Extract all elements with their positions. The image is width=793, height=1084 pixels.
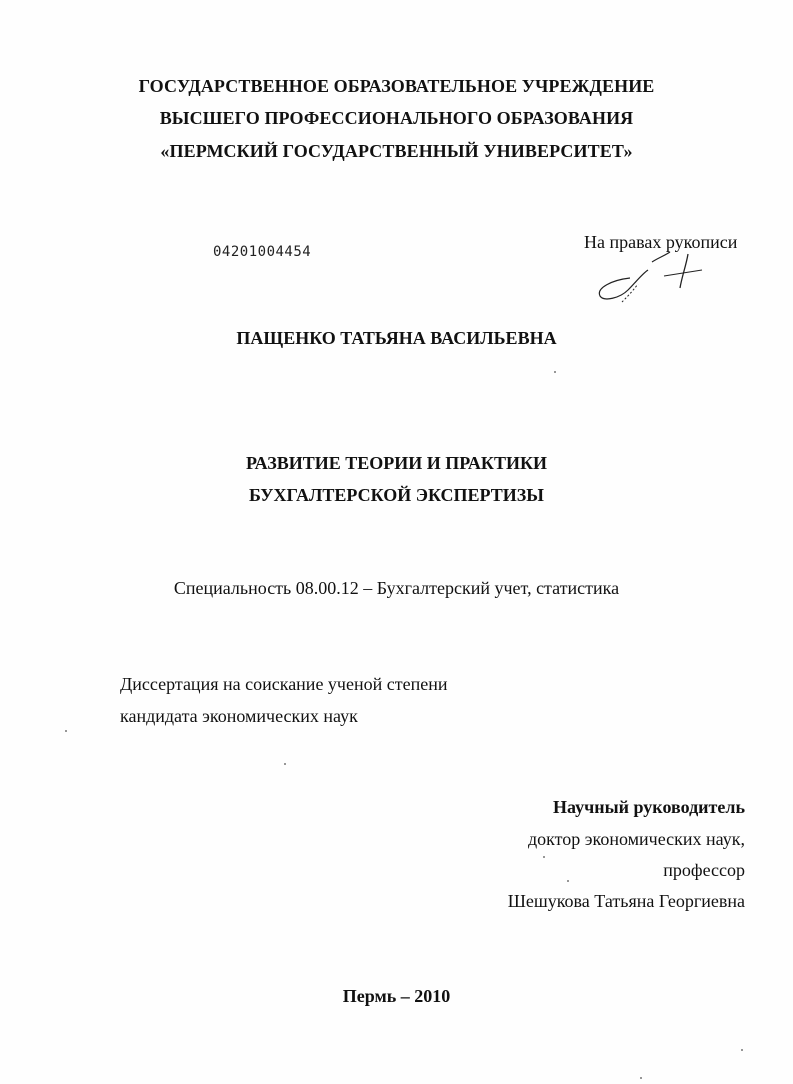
scan-speck — [567, 880, 569, 882]
scan-speck — [543, 856, 545, 858]
signature-icon — [592, 240, 712, 310]
supervisor-heading: Научный руководитель — [553, 797, 745, 817]
institution-line-1: ГОСУДАРСТВЕННОЕ ОБРАЗОВАТЕЛЬНОЕ УЧРЕЖДЕНИЕ — [138, 76, 655, 96]
city-year: Пермь – 2010 — [342, 986, 451, 1006]
specialty: Специальность 08.00.12 – Бухгалтерский учет, статистика — [173, 578, 620, 598]
supervisor-rank: профессор — [663, 860, 745, 880]
manuscript-note: На правах рукописи — [584, 232, 738, 252]
scan-speck — [741, 1049, 743, 1051]
registry-number: 04201004454 — [213, 244, 312, 260]
author-name: ПАЩЕНКО ТАТЬЯНА ВАСИЛЬЕВНА — [236, 328, 557, 348]
scan-speck — [554, 371, 556, 373]
dissertation-line-2: кандидата экономических наук — [120, 706, 358, 726]
scan-speck — [640, 1077, 642, 1079]
supervisor-degree: доктор экономических наук, — [528, 829, 745, 849]
dissertation-line-1: Диссертация на соискание ученой степени — [120, 674, 448, 694]
supervisor-name: Шешукова Татьяна Георгиевна — [507, 891, 745, 911]
scan-speck — [284, 763, 286, 765]
title-line-2: БУХГАЛТЕРСКОЙ ЭКСПЕРТИЗЫ — [249, 485, 544, 505]
title-line-1: РАЗВИТИЕ ТЕОРИИ И ПРАКТИКИ — [245, 453, 548, 473]
institution-line-2: ВЫСШЕГО ПРОФЕССИОНАЛЬНОГО ОБРАЗОВАНИЯ — [159, 108, 634, 128]
scan-speck — [65, 730, 67, 732]
institution-line-3: «ПЕРМСКИЙ ГОСУДАРСТВЕННЫЙ УНИВЕРСИТЕТ» — [160, 141, 633, 161]
